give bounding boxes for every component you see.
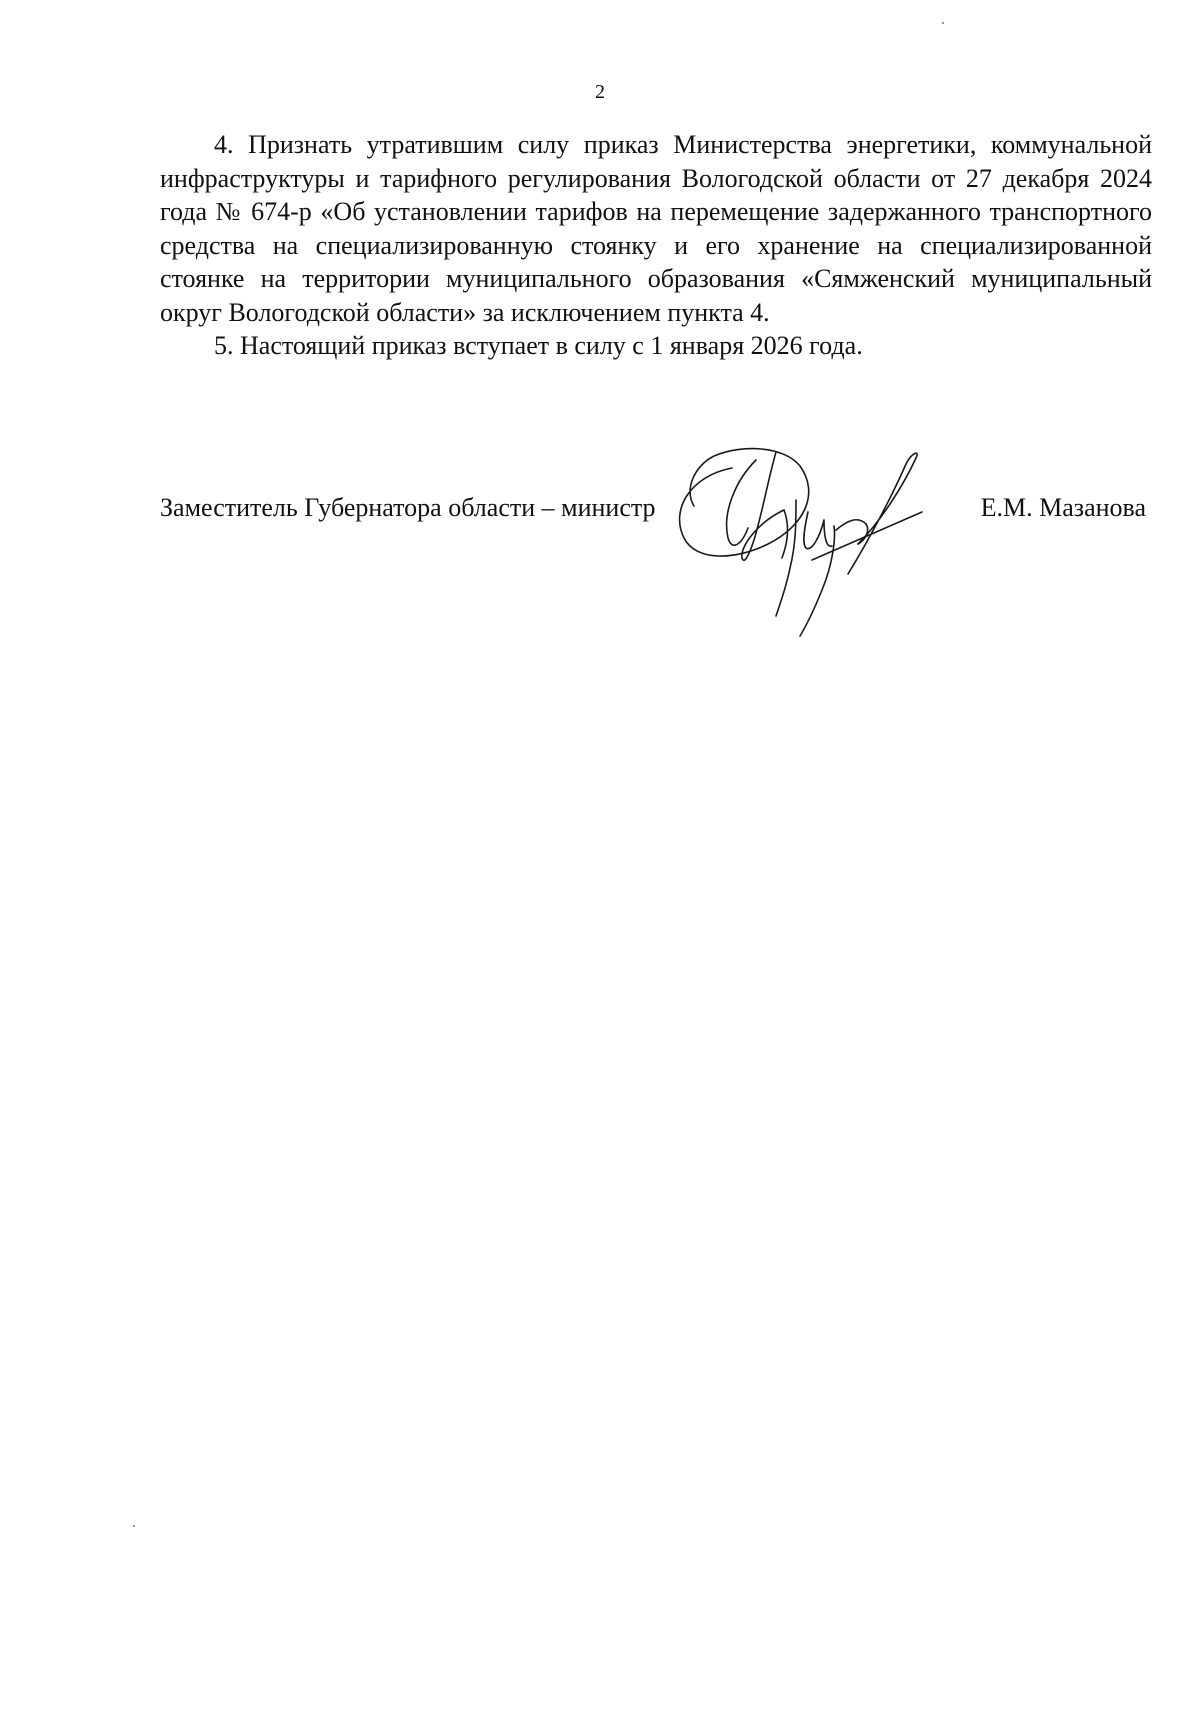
signatory-name: Е.М. Мазанова [980,493,1146,522]
handwritten-signature-icon [672,440,962,640]
paragraph-4: 4. Признать утратившим силу приказ Министерства энергетики, коммунальной инфраструктуры и тарифного регулирования Вологодской области от 27 декабря 2024 года № 674-р «Об установлении тарифов на перемещение задержанного транспортного средства на специализированную стоянку и его хранение на специализированной стоянке на территории муниципального образования «Сямженский муниципальный округ Вологодской области» за исключением пункта 4. [160,130,1152,327]
signature-stroke-i [804,512,832,549]
signature-loop [680,449,809,556]
signatory-position: Заместитель Губернатора области – министр [160,493,656,522]
scan-speck-top [942,22,944,24]
document-body [160,128,1152,363]
scan-speck-bottom [133,1525,135,1527]
signature-stroke-r [800,520,868,636]
signature-block [160,491,1146,525]
signature-underline [812,512,922,560]
paragraph-5: 5. Настоящий приказ вступает в силу с 1 января 2026 года. [214,331,863,360]
signature-inner-loop [727,460,756,545]
page-number: 2 [595,81,605,103]
signature-stroke-zh [776,500,796,616]
signature-tail [848,453,917,574]
